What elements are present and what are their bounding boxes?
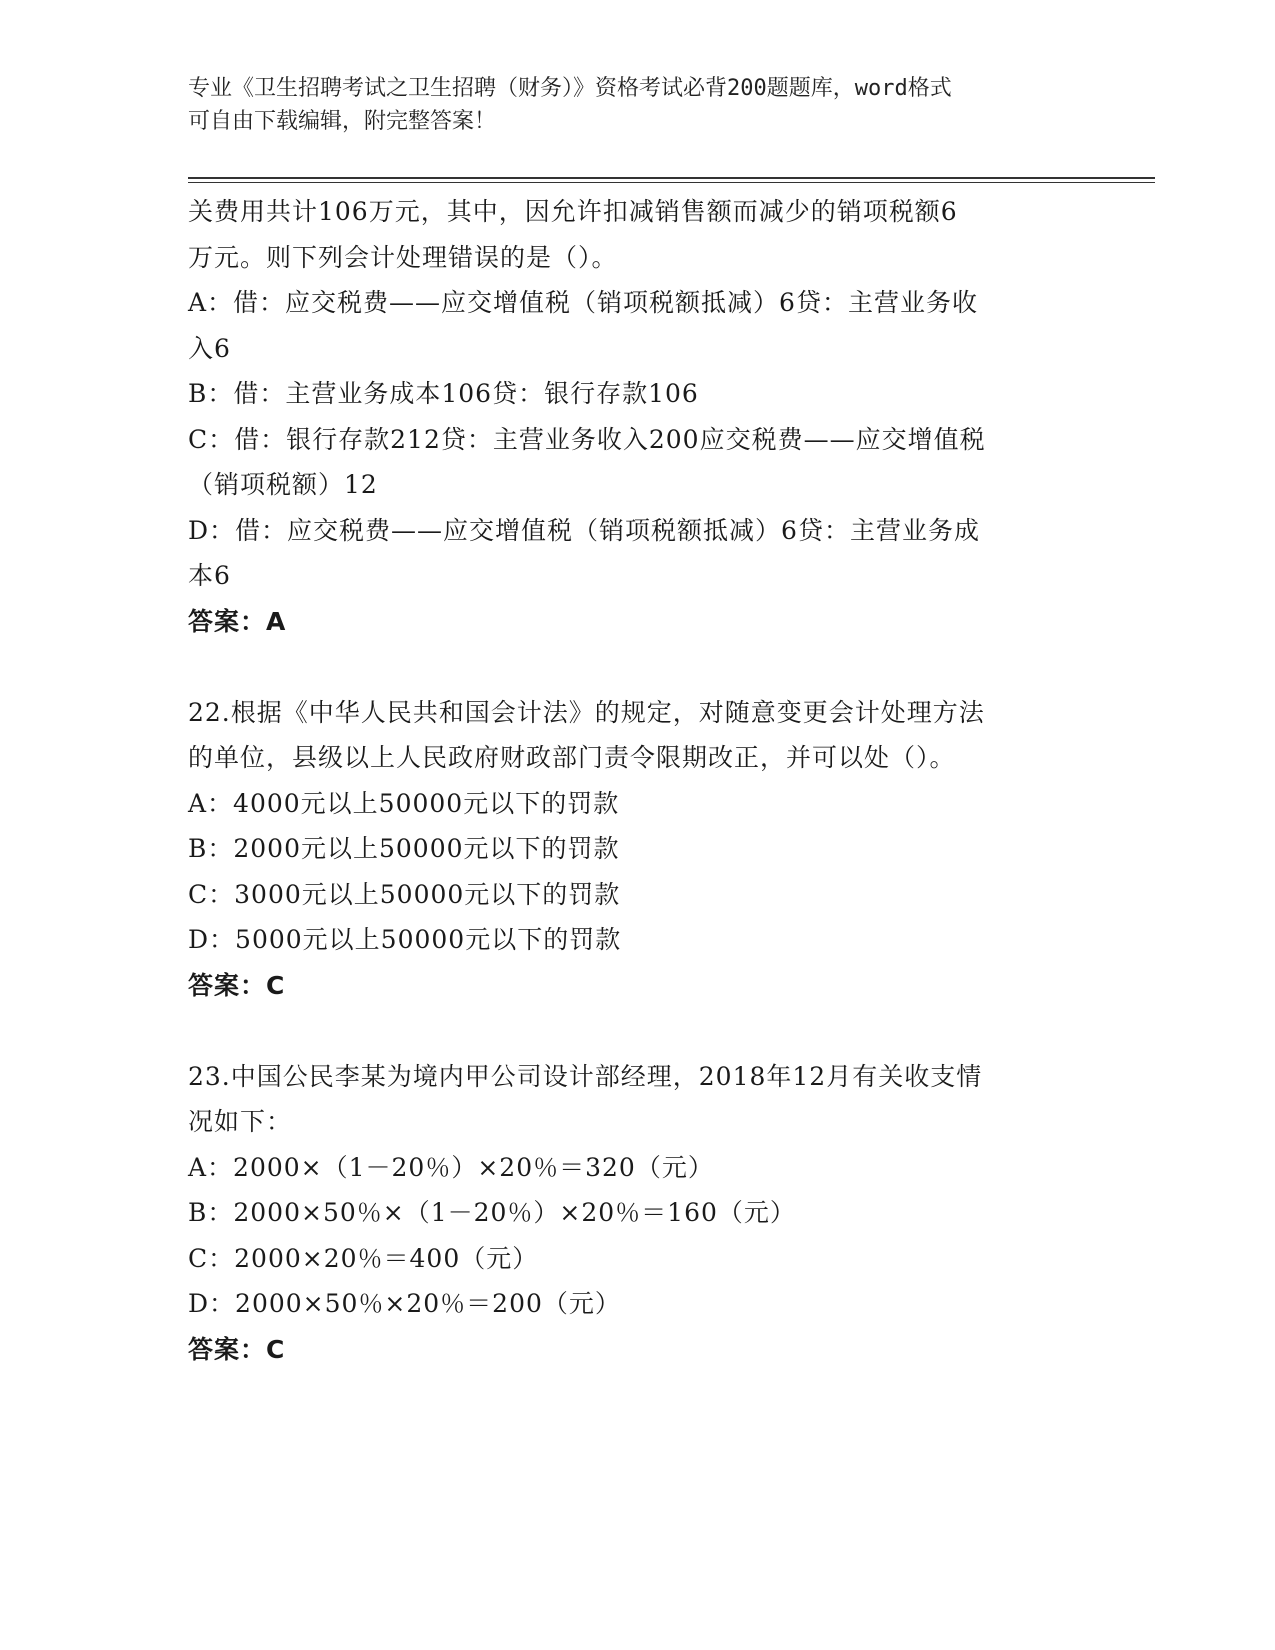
option-line: B：借：主营业务成本106贷：银行存款106	[188, 379, 699, 408]
option-b	[188, 371, 1088, 417]
answer-label: 答案：C	[188, 1334, 286, 1364]
header-line-2: 可自由下载编辑，附完整答案！	[188, 109, 497, 134]
option-d: D：2000×50％×20％＝200（元）	[188, 1289, 621, 1318]
option-line: 本6	[188, 561, 231, 590]
option-line: （销项税额）12	[188, 470, 378, 499]
answer-label: 答案：C	[188, 970, 286, 1000]
option-b: B：2000元以上50000元以下的罚款	[188, 834, 620, 863]
option-a	[188, 280, 1088, 371]
question-stem-line: 22.根据《中华人民共和国会计法》的规定，对随意变更会计处理方法	[188, 697, 985, 727]
option-a: A：2000×（1－20％）×20％＝320（元）	[188, 1152, 714, 1182]
question-block-22	[188, 690, 1088, 1009]
option-c	[188, 417, 1088, 508]
answer-label: 答案：A	[188, 606, 287, 636]
block-spacer	[188, 644, 1088, 690]
question-stem-line: 的单位，县级以上人民政府财政部门责令限期改正，并可以处（）。	[188, 743, 956, 772]
question-stem-line: 关费用共计106万元，其中，因允许扣减销售额而减少的销项税额6	[188, 197, 958, 226]
option-c: C：2000×20％＝400（元）	[188, 1243, 539, 1273]
option-b: B：2000×50％×（1－20％）×20％＝160（元）	[188, 1198, 796, 1227]
option-line: A：借：应交税费——应交增值税（销项税额抵减）6贷：主营业务收	[188, 288, 978, 317]
question-stem-line: 万元。则下列会计处理错误的是（）。	[188, 242, 618, 272]
option-line: 入6	[188, 333, 231, 363]
question-stem-line: 23.中国公民李某为境内甲公司设计部经理，2018年12月有关收支情	[188, 1061, 983, 1091]
option-line: D：借：应交税费——应交增值税（销项税额抵减）6贷：主营业务成	[188, 515, 980, 545]
document-header	[188, 72, 1088, 138]
question-block-21	[188, 189, 1088, 644]
header-divider-thick	[188, 177, 1155, 179]
header-divider-thin	[188, 182, 1155, 183]
option-line: C：借：银行存款212贷：主营业务收入200应交税费——应交增值税	[188, 424, 986, 454]
document-body	[188, 189, 1088, 1372]
question-stem-line: 况如下：	[188, 1107, 293, 1136]
header-line-1: 专业《卫生招聘考试之卫生招聘（财务）》资格考试必背200题题库，word格式	[188, 76, 952, 101]
option-a: A：4000元以上50000元以下的罚款	[188, 788, 620, 818]
question-block-23	[188, 1054, 1088, 1373]
option-d: D：5000元以上50000元以下的罚款	[188, 925, 622, 954]
option-d	[188, 508, 1088, 599]
option-c: C：3000元以上50000元以下的罚款	[188, 879, 621, 909]
block-spacer	[188, 1008, 1088, 1054]
